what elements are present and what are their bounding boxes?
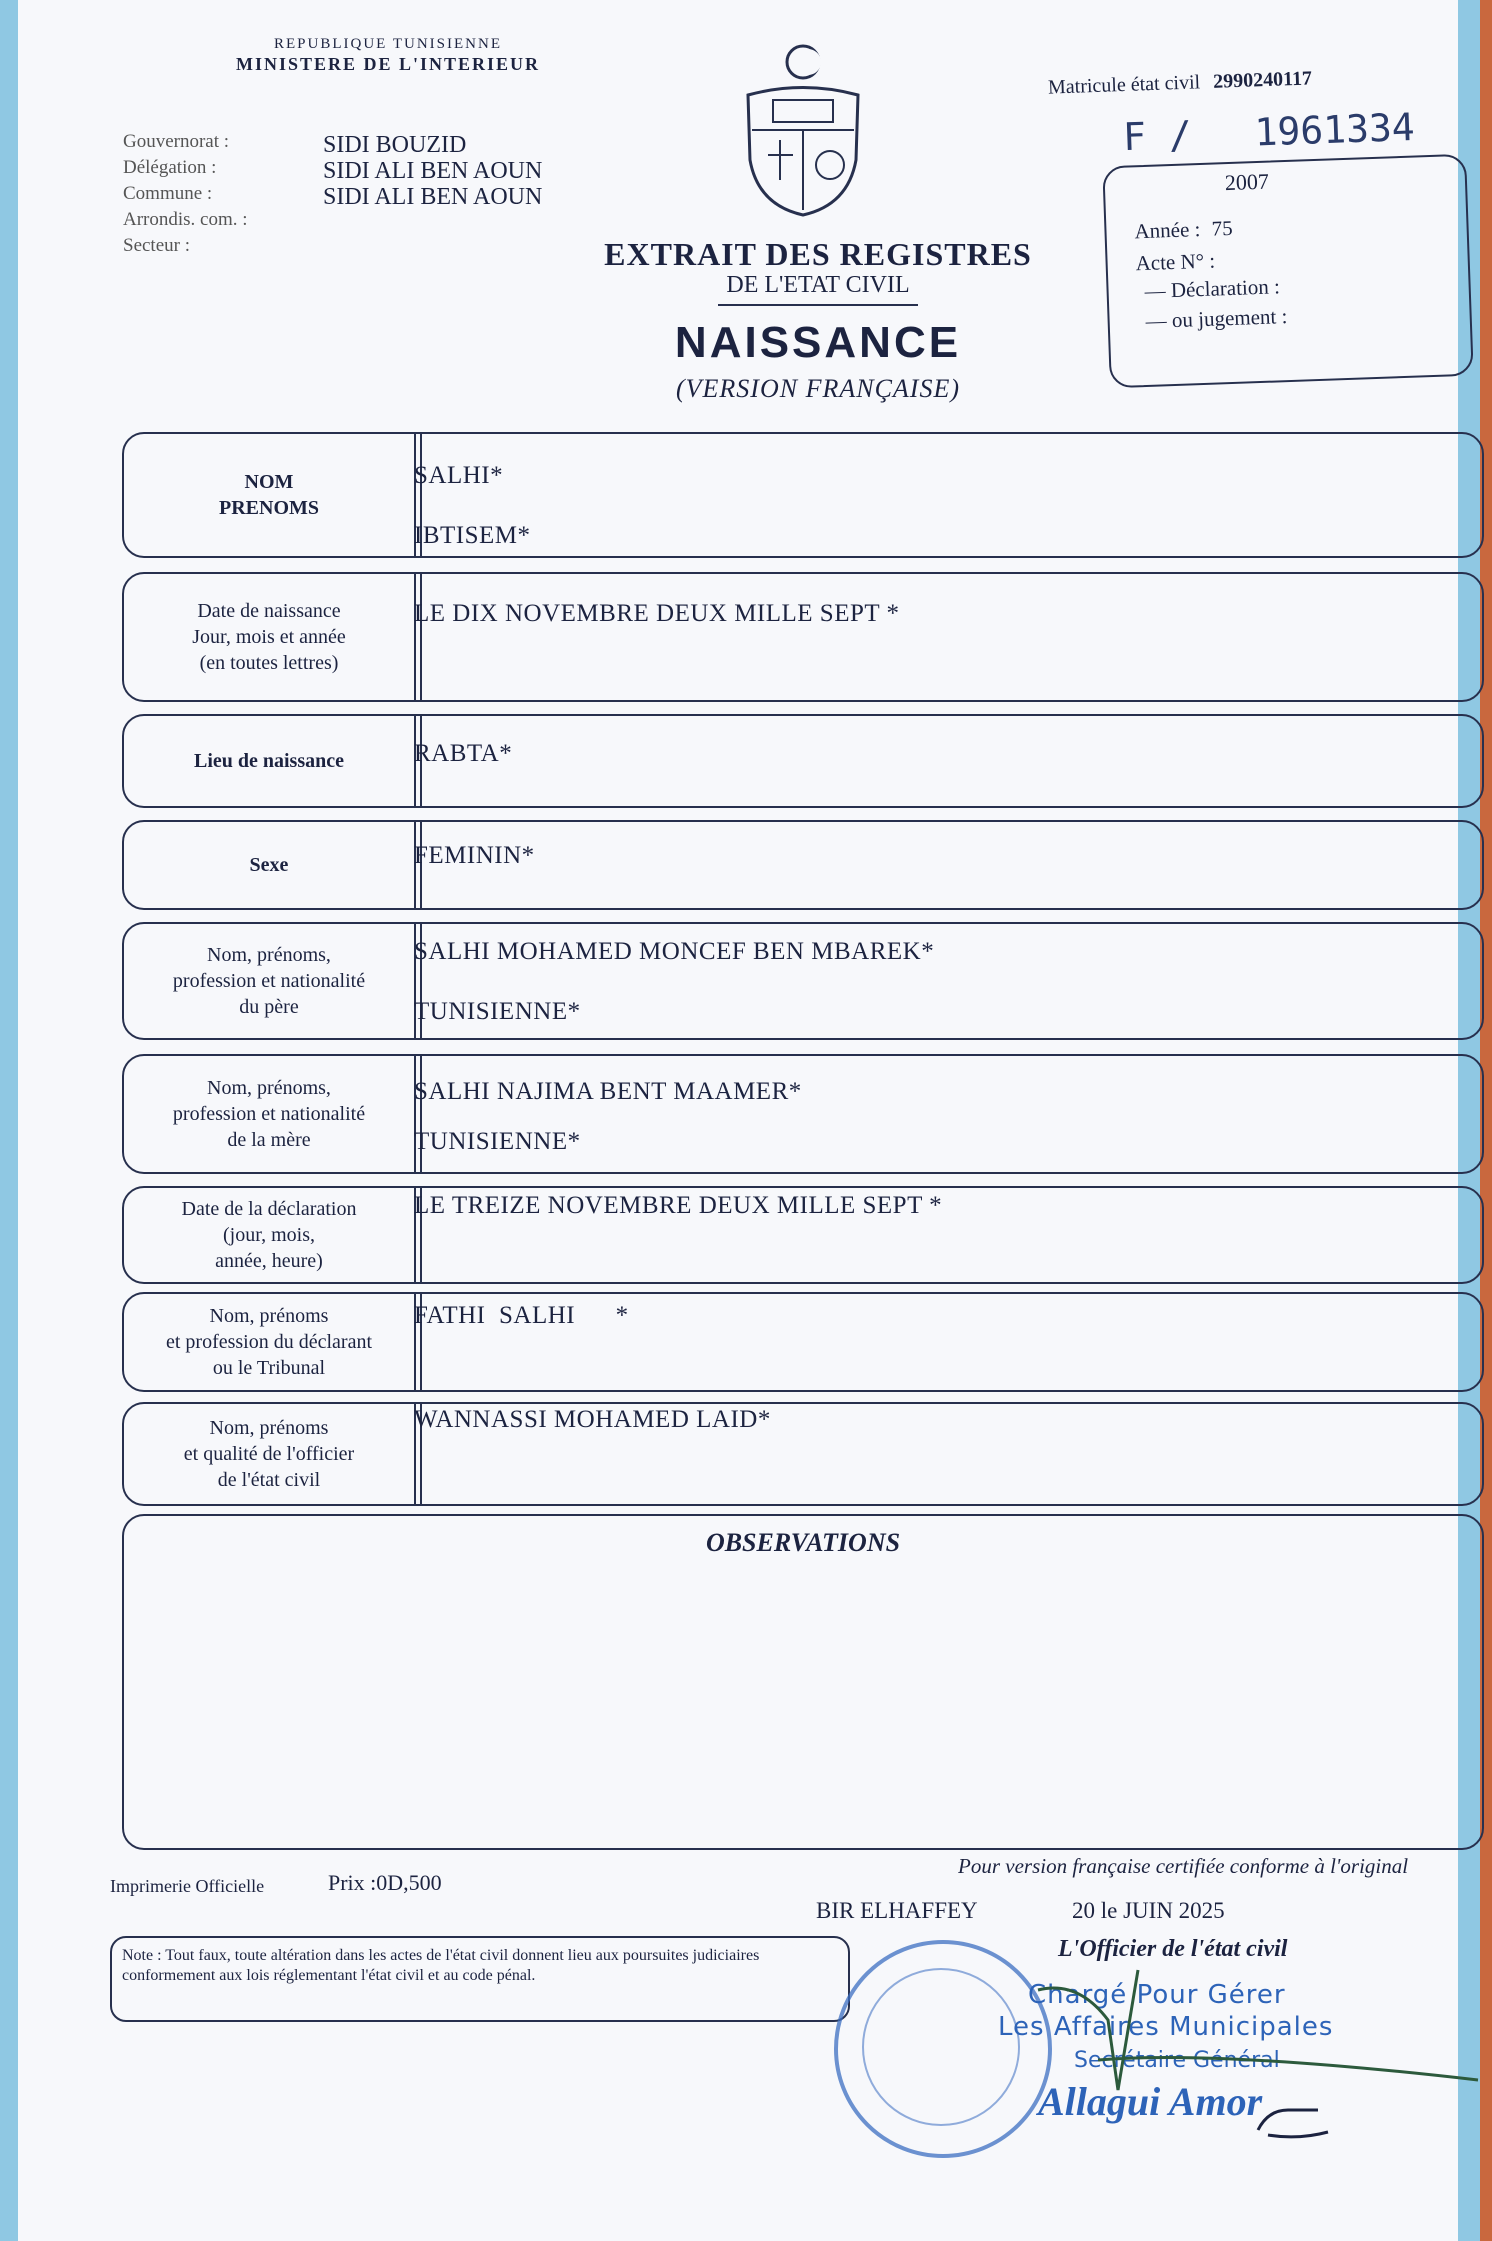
delegation-label: Délégation :: [123, 157, 217, 178]
officier-label: Nom, prénoms et qualité de l'officier de l'état civil: [183, 1417, 355, 1491]
mere-name-value: SALHI NAJIMA BENT MAAMER*: [414, 1078, 802, 1105]
seal-inner-ring: [862, 1968, 1020, 2126]
pere-name-value: SALHI MOHAMED MONCEF BEN MBAREK*: [414, 938, 935, 965]
title-line2: DE L'ETAT CIVIL: [726, 272, 910, 298]
declarant-label: Nom, prénoms et profession du déclarant ou le Tribunal: [165, 1305, 373, 1379]
date-declaration-value: LE TREIZE NOVEMBRE DEUX MILLE SEPT *: [414, 1192, 943, 1219]
column-divider: [414, 572, 422, 702]
row-nom-prenoms: [122, 432, 1484, 558]
title-divider: [718, 304, 918, 306]
serial-number: [1122, 105, 1415, 159]
signature-icon: [1018, 1960, 1488, 2160]
row-lieu-naissance: [122, 714, 1484, 808]
date-naissance-label: Date de naissance Jour, mois et année (en toutes lettres): [192, 600, 346, 674]
date-naissance-value: LE DIX NOVEMBRE DEUX MILLE SEPT *: [414, 600, 900, 627]
officer-title: L'Officier de l'état civil: [1058, 1936, 1288, 1962]
date-declaration-label: Date de la déclaration (jour, mois, année, heure): [181, 1198, 357, 1272]
note-text: Note : Tout faux, toute altération dans les actes de l'état civil donnent lieu aux poursuites judiciaires conformement aux lois réglementant l'état civil et au code pénal.: [122, 1947, 760, 1984]
row-date-naissance: [122, 572, 1484, 702]
title-line1: EXTRAIT DES REGISTRES: [604, 236, 1032, 272]
lieu-naissance-label: Lieu de naissance: [193, 750, 345, 772]
column-divider: [414, 1054, 422, 1174]
matricule-value: 2990240117: [1212, 67, 1313, 93]
printer-label: Imprimerie Officielle: [110, 1876, 265, 1896]
note-box: [110, 1936, 850, 2022]
nom-label: NOM: [244, 471, 294, 493]
row-sexe: [122, 820, 1484, 910]
prenoms-label: PRENOMS: [219, 497, 319, 519]
document-type: NAISSANCE: [674, 318, 962, 367]
serial-digits: 1961334: [1253, 104, 1416, 155]
matricule: [1048, 67, 1313, 99]
stamp-line1: Chargé Pour Gérer: [1028, 1980, 1286, 2010]
nom-prenoms-label: [124, 434, 414, 556]
gouvernorat-value: SIDI BOUZID: [323, 132, 467, 158]
row-date-declaration: [122, 1186, 1484, 1284]
row-officier: [122, 1402, 1484, 1506]
acte-label: Acte N° :: [1135, 248, 1216, 276]
ministry-label: MINISTERE DE L'INTERIEUR: [235, 54, 541, 74]
observations-box: [122, 1514, 1484, 1850]
republic-label: REPUBLIQUE TUNISIENNE: [274, 36, 502, 52]
date-label: 20 le JUIN 2025: [1072, 1898, 1225, 1923]
observations-title: OBSERVATIONS: [705, 1528, 901, 1557]
row-mere: [122, 1054, 1484, 1174]
nom-value: SALHI*: [414, 462, 504, 489]
serial-prefix: F /: [1122, 112, 1193, 160]
version-label: (VERSION FRANÇAISE): [676, 374, 960, 403]
admin-fields: [123, 130, 583, 260]
arrondissement-label: Arrondis. com. :: [123, 209, 248, 230]
declaration-label: — Déclaration :: [1144, 274, 1281, 304]
row-pere: [122, 922, 1484, 1040]
mere-nationality-value: TUNISIENNE*: [414, 1128, 581, 1155]
pere-label: Nom, prénoms, profession et nationalité du père: [172, 944, 366, 1018]
coat-of-arms-icon: [738, 40, 868, 220]
delegation-value: SIDI ALI BEN AOUN: [323, 158, 543, 184]
sexe-value: FEMININ*: [414, 842, 535, 869]
pere-nationality-value: TUNISIENNE*: [414, 998, 581, 1025]
annee-label: Année :: [1134, 217, 1201, 244]
signature-name: Allagui Amor: [1038, 2079, 1263, 2124]
row-declarant: [122, 1292, 1484, 1392]
sexe-label: Sexe: [249, 854, 289, 876]
stamp-line2: Les Affaires Municipales: [998, 2012, 1334, 2042]
acte-box: [1102, 154, 1474, 389]
prenoms-value: IBTISEM*: [414, 522, 531, 549]
matricule-label: Matricule état civil: [1047, 71, 1201, 99]
commune-label: Commune :: [123, 183, 213, 204]
mere-label: Nom, prénoms, profession et nationalité de la mère: [172, 1077, 366, 1151]
annee-line: [1134, 216, 1233, 244]
commune-value: SIDI ALI BEN AOUN: [323, 184, 543, 210]
year-stamp: 2007: [1224, 168, 1270, 196]
annee-value: 75: [1211, 215, 1234, 241]
place-label: BIR ELHAFFEY: [816, 1898, 978, 1923]
certified-label: Pour version française certifiée conforme à l'original: [958, 1854, 1409, 1878]
secteur-label: Secteur :: [123, 235, 191, 256]
declarant-value: FATHI SALHI *: [414, 1302, 629, 1329]
gouvernorat-label: Gouvernorat :: [123, 131, 230, 152]
stamp-line3: Secrétaire Général: [1074, 2048, 1280, 2073]
lieu-naissance-value: RABTA*: [414, 740, 513, 767]
price-label: Prix :0D,500: [328, 1870, 442, 1895]
jugement-label: — ou jugement :: [1145, 304, 1288, 333]
officier-value: WANNASSI MOHAMED LAID*: [414, 1406, 771, 1433]
